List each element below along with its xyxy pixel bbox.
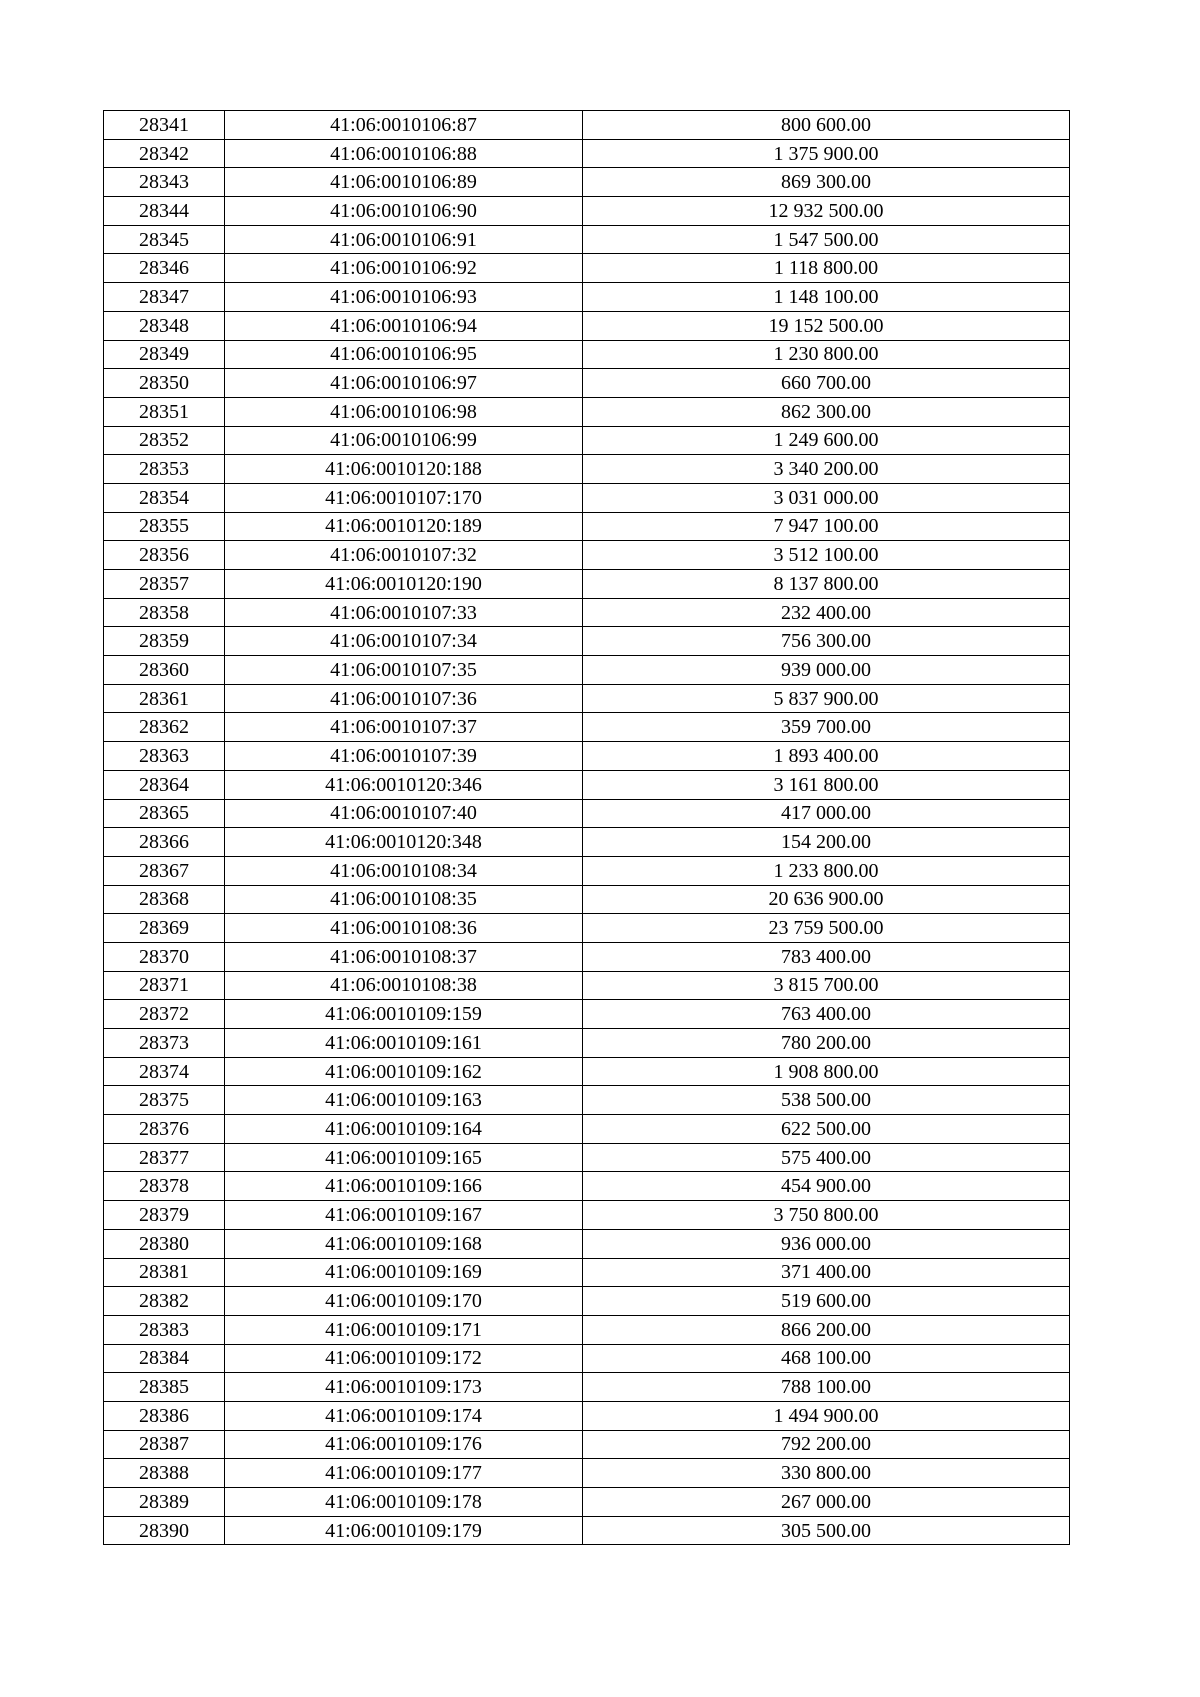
cadastral-number-cell: 41:06:0010120:190 [225, 570, 583, 599]
cadastral-number-cell: 41:06:0010106:97 [225, 369, 583, 398]
table-row [104, 1516, 1070, 1545]
cadastral-value-cell: 7 947 100.00 [583, 512, 1070, 541]
table-row [104, 340, 1070, 369]
row-number-cell: 28362 [104, 713, 225, 742]
cadastral-value-cell: 359 700.00 [583, 713, 1070, 742]
cadastral-number-cell: 41:06:0010109:177 [225, 1459, 583, 1488]
table-row [104, 311, 1070, 340]
table-row [104, 770, 1070, 799]
cadastral-number-cell: 41:06:0010120:189 [225, 512, 583, 541]
cadastral-value-cell: 862 300.00 [583, 397, 1070, 426]
cadastral-value-cell: 12 932 500.00 [583, 197, 1070, 226]
cadastral-value-cell: 267 000.00 [583, 1488, 1070, 1517]
cadastral-number-cell: 41:06:0010109:165 [225, 1143, 583, 1172]
cadastral-value-cell: 939 000.00 [583, 656, 1070, 685]
row-number-cell: 28390 [104, 1516, 225, 1545]
cadastral-number-cell: 41:06:0010107:39 [225, 742, 583, 771]
row-number-cell: 28358 [104, 598, 225, 627]
cadastral-number-cell: 41:06:0010108:36 [225, 914, 583, 943]
table-row [104, 1229, 1070, 1258]
cadastral-value-cell: 468 100.00 [583, 1344, 1070, 1373]
row-number-cell: 28389 [104, 1488, 225, 1517]
cadastral-value-cell: 622 500.00 [583, 1115, 1070, 1144]
table-row [104, 1373, 1070, 1402]
table-row [104, 483, 1070, 512]
cadastral-number-cell: 41:06:0010107:36 [225, 684, 583, 713]
row-number-cell: 28357 [104, 570, 225, 599]
table-row [104, 1201, 1070, 1230]
cadastral-number-cell: 41:06:0010109:167 [225, 1201, 583, 1230]
table-row [104, 197, 1070, 226]
cadastral-value-cell: 1 118 800.00 [583, 254, 1070, 283]
cadastral-number-cell: 41:06:0010109:168 [225, 1229, 583, 1258]
cadastral-value-cell: 3 340 200.00 [583, 455, 1070, 484]
cadastral-value-cell: 1 908 800.00 [583, 1057, 1070, 1086]
row-number-cell: 28374 [104, 1057, 225, 1086]
cadastral-number-cell: 41:06:0010109:170 [225, 1287, 583, 1316]
row-number-cell: 28383 [104, 1315, 225, 1344]
table-body [104, 111, 1070, 1545]
row-number-cell: 28379 [104, 1201, 225, 1230]
row-number-cell: 28345 [104, 225, 225, 254]
cadastral-value-cell: 1 230 800.00 [583, 340, 1070, 369]
table-row [104, 225, 1070, 254]
cadastral-number-cell: 41:06:0010106:98 [225, 397, 583, 426]
cadastral-number-cell: 41:06:0010109:169 [225, 1258, 583, 1287]
cadastral-number-cell: 41:06:0010109:178 [225, 1488, 583, 1517]
row-number-cell: 28344 [104, 197, 225, 226]
cadastral-value-cell: 330 800.00 [583, 1459, 1070, 1488]
row-number-cell: 28382 [104, 1287, 225, 1316]
cadastral-value-cell: 792 200.00 [583, 1430, 1070, 1459]
cadastral-value-cell: 3 815 700.00 [583, 971, 1070, 1000]
table-row [104, 1029, 1070, 1058]
cadastral-number-cell: 41:06:0010107:40 [225, 799, 583, 828]
row-number-cell: 28354 [104, 483, 225, 512]
cadastral-value-cell: 800 600.00 [583, 111, 1070, 140]
table-row [104, 1258, 1070, 1287]
row-number-cell: 28353 [104, 455, 225, 484]
cadastral-number-cell: 41:06:0010109:163 [225, 1086, 583, 1115]
cadastral-number-cell: 41:06:0010109:171 [225, 1315, 583, 1344]
table-row [104, 742, 1070, 771]
cadastral-number-cell: 41:06:0010106:94 [225, 311, 583, 340]
cadastral-value-cell: 575 400.00 [583, 1143, 1070, 1172]
cadastral-number-cell: 41:06:0010106:91 [225, 225, 583, 254]
cadastral-number-cell: 41:06:0010108:34 [225, 856, 583, 885]
cadastral-number-cell: 41:06:0010109:162 [225, 1057, 583, 1086]
row-number-cell: 28347 [104, 283, 225, 312]
cadastral-value-cell: 5 837 900.00 [583, 684, 1070, 713]
table-row [104, 168, 1070, 197]
row-number-cell: 28352 [104, 426, 225, 455]
table-row [104, 139, 1070, 168]
row-number-cell: 28365 [104, 799, 225, 828]
cadastral-value-cell: 1 375 900.00 [583, 139, 1070, 168]
cadastral-number-cell: 41:06:0010107:35 [225, 656, 583, 685]
table-row [104, 1488, 1070, 1517]
cadastral-number-cell: 41:06:0010120:346 [225, 770, 583, 799]
cadastral-value-cell: 305 500.00 [583, 1516, 1070, 1545]
cadastral-number-cell: 41:06:0010107:170 [225, 483, 583, 512]
row-number-cell: 28355 [104, 512, 225, 541]
cadastral-value-cell: 1 233 800.00 [583, 856, 1070, 885]
table-row [104, 455, 1070, 484]
table-row [104, 914, 1070, 943]
row-number-cell: 28361 [104, 684, 225, 713]
cadastral-number-cell: 41:06:0010107:37 [225, 713, 583, 742]
cadastral-value-cell: 454 900.00 [583, 1172, 1070, 1201]
table-row [104, 1344, 1070, 1373]
cadastral-number-cell: 41:06:0010109:172 [225, 1344, 583, 1373]
table-row [104, 1086, 1070, 1115]
cadastral-number-cell: 41:06:0010109:173 [225, 1373, 583, 1402]
cadastral-number-cell: 41:06:0010108:35 [225, 885, 583, 914]
table-row [104, 570, 1070, 599]
row-number-cell: 28367 [104, 856, 225, 885]
row-number-cell: 28363 [104, 742, 225, 771]
table-row [104, 369, 1070, 398]
table-row [104, 627, 1070, 656]
cadastral-value-cell: 23 759 500.00 [583, 914, 1070, 943]
table-row [104, 799, 1070, 828]
cadastral-value-cell: 660 700.00 [583, 369, 1070, 398]
cadastral-number-cell: 41:06:0010106:99 [225, 426, 583, 455]
cadastral-value-cell: 1 249 600.00 [583, 426, 1070, 455]
cadastral-value-cell: 3 161 800.00 [583, 770, 1070, 799]
cadastral-value-cell: 936 000.00 [583, 1229, 1070, 1258]
row-number-cell: 28388 [104, 1459, 225, 1488]
cadastral-value-cell: 866 200.00 [583, 1315, 1070, 1344]
row-number-cell: 28341 [104, 111, 225, 140]
row-number-cell: 28375 [104, 1086, 225, 1115]
cadastral-value-cell: 19 152 500.00 [583, 311, 1070, 340]
row-number-cell: 28359 [104, 627, 225, 656]
row-number-cell: 28360 [104, 656, 225, 685]
cadastral-number-cell: 41:06:0010106:92 [225, 254, 583, 283]
table-row [104, 1172, 1070, 1201]
row-number-cell: 28376 [104, 1115, 225, 1144]
cadastral-value-cell: 869 300.00 [583, 168, 1070, 197]
table-row [104, 713, 1070, 742]
table-row [104, 1143, 1070, 1172]
cadastral-number-cell: 41:06:0010107:34 [225, 627, 583, 656]
row-number-cell: 28370 [104, 942, 225, 971]
cadastral-value-cell: 232 400.00 [583, 598, 1070, 627]
cadastral-value-cell: 763 400.00 [583, 1000, 1070, 1029]
cadastral-number-cell: 41:06:0010106:90 [225, 197, 583, 226]
cadastral-number-cell: 41:06:0010108:38 [225, 971, 583, 1000]
cadastral-number-cell: 41:06:0010109:179 [225, 1516, 583, 1545]
cadastral-value-cell: 788 100.00 [583, 1373, 1070, 1402]
cadastral-value-cell: 154 200.00 [583, 828, 1070, 857]
cadastral-number-cell: 41:06:0010109:174 [225, 1401, 583, 1430]
cadastral-number-cell: 41:06:0010107:32 [225, 541, 583, 570]
cadastral-value-cell: 371 400.00 [583, 1258, 1070, 1287]
table-row [104, 111, 1070, 140]
table-row [104, 971, 1070, 1000]
cadastral-value-cell: 780 200.00 [583, 1029, 1070, 1058]
table-row [104, 1459, 1070, 1488]
table-row [104, 1315, 1070, 1344]
cadastral-number-cell: 41:06:0010109:164 [225, 1115, 583, 1144]
table-row [104, 1115, 1070, 1144]
table-row [104, 1401, 1070, 1430]
row-number-cell: 28380 [104, 1229, 225, 1258]
cadastral-number-cell: 41:06:0010106:88 [225, 139, 583, 168]
cadastral-number-cell: 41:06:0010109:161 [225, 1029, 583, 1058]
row-number-cell: 28342 [104, 139, 225, 168]
row-number-cell: 28364 [104, 770, 225, 799]
table-row [104, 283, 1070, 312]
row-number-cell: 28348 [104, 311, 225, 340]
cadastral-number-cell: 41:06:0010109:166 [225, 1172, 583, 1201]
cadastral-number-cell: 41:06:0010109:176 [225, 1430, 583, 1459]
row-number-cell: 28381 [104, 1258, 225, 1287]
table-row [104, 1430, 1070, 1459]
row-number-cell: 28349 [104, 340, 225, 369]
cadastral-value-cell: 3 750 800.00 [583, 1201, 1070, 1230]
table-row [104, 1287, 1070, 1316]
table-row [104, 541, 1070, 570]
table-row [104, 942, 1070, 971]
cadastral-value-cell: 756 300.00 [583, 627, 1070, 656]
table-row [104, 397, 1070, 426]
table-row [104, 254, 1070, 283]
row-number-cell: 28350 [104, 369, 225, 398]
table-row [104, 598, 1070, 627]
table-row [104, 426, 1070, 455]
cadastral-number-cell: 41:06:0010106:87 [225, 111, 583, 140]
cadastral-number-cell: 41:06:0010108:37 [225, 942, 583, 971]
row-number-cell: 28387 [104, 1430, 225, 1459]
cadastral-value-cell: 3 031 000.00 [583, 483, 1070, 512]
cadastral-value-table [103, 110, 1070, 1545]
cadastral-value-cell: 1 494 900.00 [583, 1401, 1070, 1430]
cadastral-value-cell: 538 500.00 [583, 1086, 1070, 1115]
row-number-cell: 28377 [104, 1143, 225, 1172]
row-number-cell: 28368 [104, 885, 225, 914]
row-number-cell: 28366 [104, 828, 225, 857]
cadastral-value-cell: 783 400.00 [583, 942, 1070, 971]
row-number-cell: 28373 [104, 1029, 225, 1058]
cadastral-value-cell: 8 137 800.00 [583, 570, 1070, 599]
row-number-cell: 28369 [104, 914, 225, 943]
table-row [104, 656, 1070, 685]
table-row [104, 684, 1070, 713]
cadastral-value-cell: 1 547 500.00 [583, 225, 1070, 254]
cadastral-number-cell: 41:06:0010109:159 [225, 1000, 583, 1029]
cadastral-number-cell: 41:06:0010106:89 [225, 168, 583, 197]
cadastral-value-cell: 519 600.00 [583, 1287, 1070, 1316]
table-row [104, 1057, 1070, 1086]
row-number-cell: 28385 [104, 1373, 225, 1402]
row-number-cell: 28378 [104, 1172, 225, 1201]
table-row [104, 885, 1070, 914]
table-row [104, 856, 1070, 885]
table-row [104, 828, 1070, 857]
cadastral-number-cell: 41:06:0010106:93 [225, 283, 583, 312]
table-row [104, 512, 1070, 541]
row-number-cell: 28356 [104, 541, 225, 570]
cadastral-number-cell: 41:06:0010120:188 [225, 455, 583, 484]
row-number-cell: 28371 [104, 971, 225, 1000]
cadastral-value-cell: 3 512 100.00 [583, 541, 1070, 570]
cadastral-value-cell: 417 000.00 [583, 799, 1070, 828]
row-number-cell: 28351 [104, 397, 225, 426]
row-number-cell: 28384 [104, 1344, 225, 1373]
row-number-cell: 28372 [104, 1000, 225, 1029]
table-row [104, 1000, 1070, 1029]
row-number-cell: 28343 [104, 168, 225, 197]
cadastral-value-cell: 20 636 900.00 [583, 885, 1070, 914]
cadastral-number-cell: 41:06:0010120:348 [225, 828, 583, 857]
cadastral-number-cell: 41:06:0010107:33 [225, 598, 583, 627]
row-number-cell: 28346 [104, 254, 225, 283]
row-number-cell: 28386 [104, 1401, 225, 1430]
cadastral-value-cell: 1 893 400.00 [583, 742, 1070, 771]
cadastral-number-cell: 41:06:0010106:95 [225, 340, 583, 369]
cadastral-value-cell: 1 148 100.00 [583, 283, 1070, 312]
